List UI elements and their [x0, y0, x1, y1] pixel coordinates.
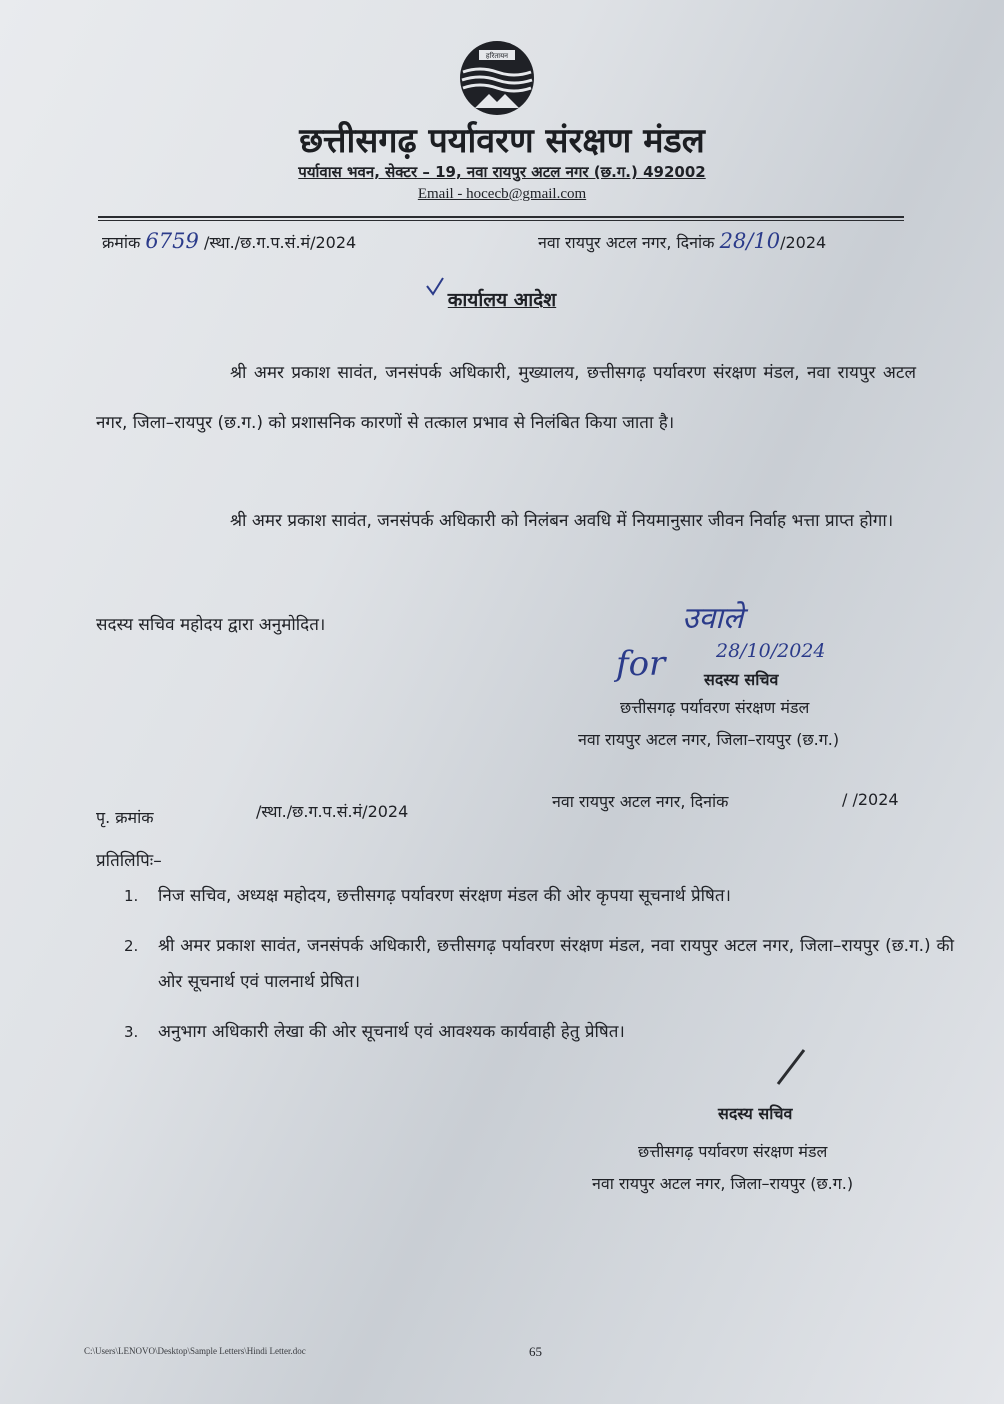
org-name: छत्तीसगढ़ पर्यावरण संरक्षण मंडल — [299, 121, 705, 161]
header-rule-bottom — [98, 220, 904, 221]
list-item: 3. अनुभाग अधिकारी लेखा की ओर सूचनार्थ एवं आवश्यक कार्यवाही हेतु प्रेषित। — [124, 1022, 625, 1042]
reference-number-handwritten: 6759 — [145, 229, 199, 253]
header-rule-top — [98, 216, 904, 218]
org-address: पर्यावास भवन, सेक्टर – 19, नवा रायपुर अटल नगर (छ.ग.) 492002 — [298, 163, 706, 181]
approval-note: सदस्य सचिव महोदय द्वारा अनुमोदित। — [96, 615, 326, 635]
endorsement-place-date: नवा रायपुर अटल नगर, दिनांक — [552, 792, 729, 811]
title-tick-mark-icon — [425, 276, 445, 298]
page-number: 65 — [529, 1344, 542, 1359]
list-item: 1. निज सचिव, अध्यक्ष महोदय, छत्तीसगढ़ पर्यावरण संरक्षण मंडल की ओर कृपया सूचनार्थ प्रेषित। — [124, 886, 731, 906]
logo-text: हरितायन — [485, 52, 509, 60]
order-paragraph-2: श्री अमर प्रकाश सावंत, जनसंपर्क अधिकारी को निलंबन अवधि में नियमानुसार जीवन निर्वाह भत्ता प्राप्त होगा। — [230, 511, 894, 531]
order-paragraph-1: श्री अमर प्रकाश सावंत, जनसंपर्क अधिकारी, मुख्यालय, छत्तीसगढ़ पर्यावरण संरक्षण मंडल, नवा रायपुर अटल नगर, जिला–रायपुर (छ.ग.) को प्रशासनिक कारणों से तत्काल प्रभाव से निलंबित किया जाता है। — [96, 363, 916, 433]
signatory-designation: सदस्य सचिव — [704, 670, 779, 689]
signatory-org: छत्तीसगढ़ पर्यावरण संरक्षण मंडल — [620, 698, 810, 717]
reference-date: नवा रायपुर अटल नगर, दिनांक 28/10/2024 — [538, 229, 827, 253]
signature-for: for — [616, 644, 666, 684]
reference-number: क्रमांक 6759 /स्था./छ.ग.प.सं.मं/2024 — [102, 229, 357, 253]
file-path: C:\Users\LENOVO\Desktop\Sample Letters\Hindi Letter.doc — [84, 1346, 306, 1356]
signatory2-designation: सदस्य सचिव — [718, 1104, 793, 1123]
org-email: Email - hocecb@gmail.com — [417, 186, 587, 202]
list-item: 2. श्री अमर प्रकाश सावंत, जनसंपर्क अधिकारी, छत्तीसगढ़ पर्यावरण संरक्षण मंडल, नवा रायपुर अटल नगर, जिला–रायपुर (छ.ग.) की ओर सूचनार्थ एवं पालनार्थ प्रेषित। — [124, 936, 954, 992]
signatory2-org: छत्तीसगढ़ पर्यावरण संरक्षण मंडल — [638, 1142, 828, 1161]
endorsement-date-blank: / /2024 — [842, 790, 899, 809]
reference-date-handwritten: 28/10 — [719, 229, 781, 253]
order-title: कार्यालय आदेश — [447, 289, 557, 311]
signature-stroke-icon — [774, 1046, 808, 1088]
signatory2-place: नवा रायपुर अटल नगर, जिला–रायपुर (छ.ग.) — [592, 1174, 854, 1193]
signature-date-handwritten: 28/10/2024 — [716, 640, 826, 662]
signature-scrawl: उवाले — [682, 601, 744, 636]
signatory-place: नवा रायपुर अटल नगर, जिला–रायपुर (छ.ग.) — [578, 730, 840, 749]
endorsement-prefix: पृ. क्रमांक — [96, 808, 154, 827]
copy-label: प्रतिलिपिः– — [96, 851, 162, 871]
board-logo-icon — [457, 38, 537, 118]
endorsement-number: /स्था./छ.ग.प.सं.मं/2024 — [256, 802, 409, 821]
copy-list — [124, 878, 954, 1064]
